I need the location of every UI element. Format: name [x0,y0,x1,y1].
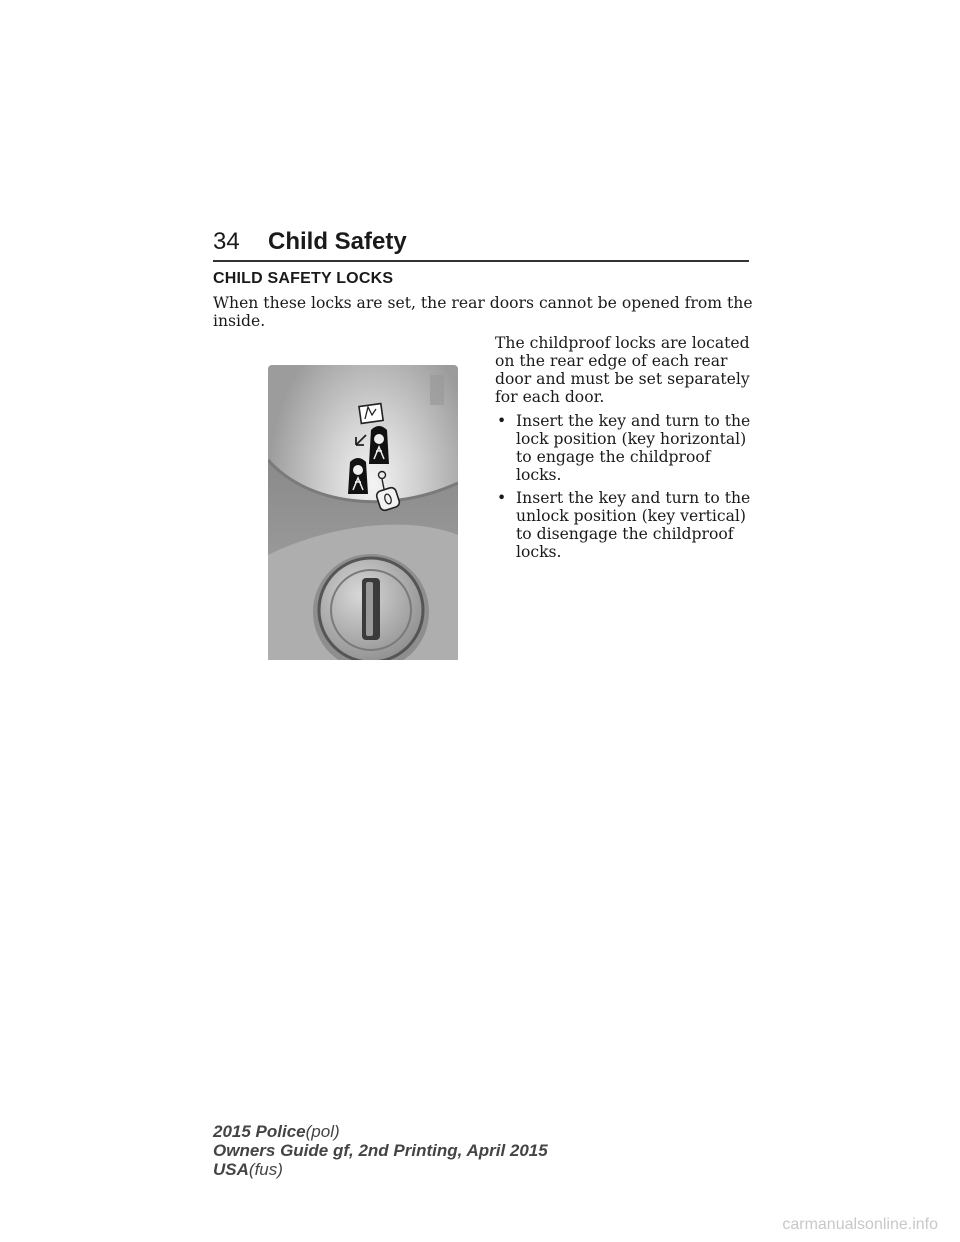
watermark: carmanualsonline.info [782,1216,938,1233]
bullet-glyph: • [497,489,507,507]
footer-region-code: (fus) [248,1160,283,1179]
header-rule [213,260,749,262]
footer-line-2 [213,1141,548,1160]
footer-line-3 [213,1160,548,1179]
footer-region: USA [213,1160,249,1179]
location-paragraph: The childproof locks are located on the rear edge of each rear door and must be set separately for each door. [495,334,750,406]
owners-manual-icon [359,404,383,424]
bullet-glyph: • [497,412,507,430]
footer-model: 2015 Police [213,1122,306,1141]
child-lock-illustration [268,365,458,660]
right-column [495,334,757,566]
section-heading: CHILD SAFETY LOCKS [213,270,394,287]
bullet-text: Insert the key and turn to the lock position (key horizontal) to engage the childproof locks. [516,412,751,484]
footer [213,1122,548,1179]
child-lock-icon [369,426,389,464]
intro-paragraph: When these locks are set, the rear doors cannot be opened from the inside. [213,294,753,330]
bullet-disengage [495,489,757,561]
page-number: 34 [213,228,240,255]
footer-edition: Owners Guide gf, 2nd Printing, April 2015 [213,1141,548,1160]
section-title: Child Safety [268,228,407,255]
footer-model-code: (pol) [305,1122,340,1141]
bullet-text: Insert the key and turn to the unlock position (key vertical) to disengage the childproof locks. [516,489,751,561]
bullet-engage [495,412,757,484]
child-unlock-icon [348,458,368,494]
footer-line-1 [213,1122,548,1141]
